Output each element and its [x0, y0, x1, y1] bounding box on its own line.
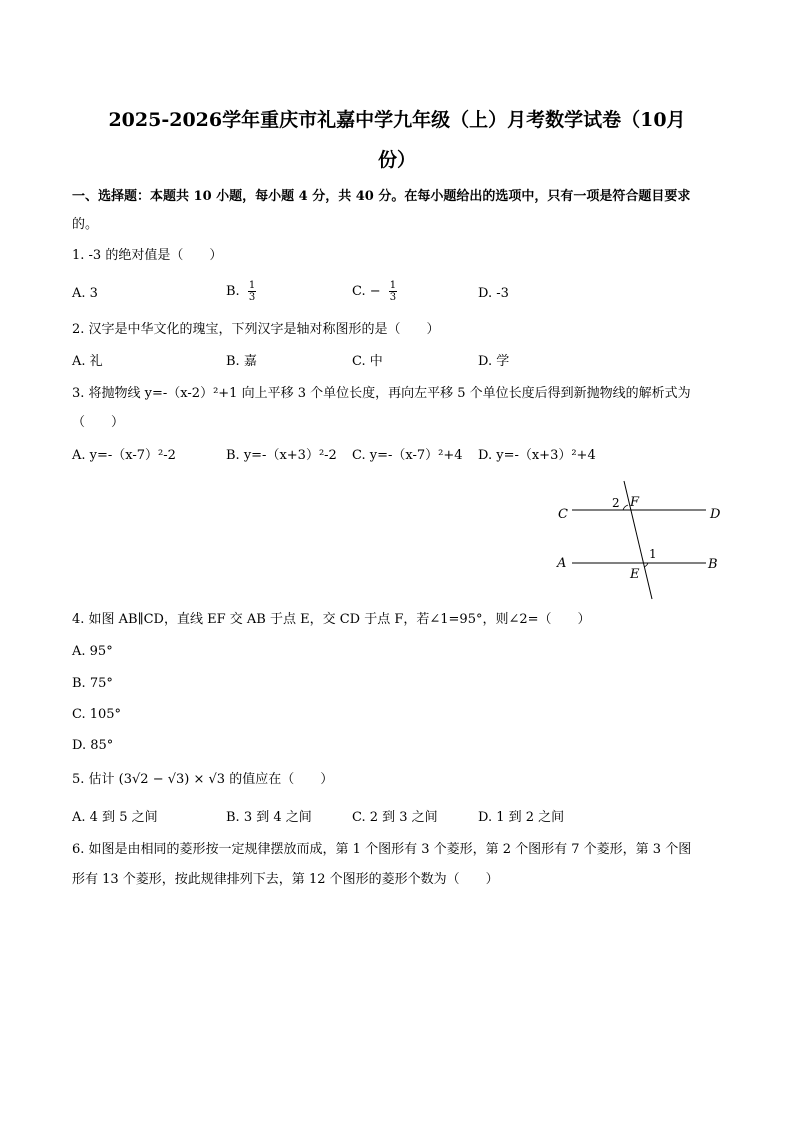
- q2-option-a: A. 礼: [72, 354, 103, 369]
- q3-option-c: C. y=-（x-7）²+4: [352, 448, 463, 463]
- label-a: A: [557, 556, 567, 571]
- q1-stem: 1. -3 的绝对值是（ ）: [72, 248, 223, 263]
- q1-option-d: D. -3: [478, 286, 509, 301]
- q4-option-a: A. 95°: [72, 644, 113, 659]
- label-f: F: [630, 495, 640, 510]
- q1-option-c-prefix: C. −: [352, 284, 381, 299]
- q4-stem: 4. 如图 AB∥CD，直线 EF 交 AB 于点 E，交 CD 于点 F，若∠1=95°，则∠2=（ ）: [72, 612, 591, 627]
- label-angle-2: 2: [612, 496, 620, 510]
- q5-option-a: A. 4 到 5 之间: [72, 810, 158, 825]
- q1-b-denominator: 3: [248, 292, 256, 303]
- q1-option-b-fraction: [248, 280, 256, 303]
- q5-option-c: C. 2 到 3 之间: [352, 810, 438, 825]
- q1-option-c: [352, 280, 397, 303]
- q2-option-d: D. 学: [478, 354, 510, 369]
- section1-instructions-cont: 的。: [72, 217, 99, 232]
- exam-title: [70, 100, 724, 180]
- label-d: D: [710, 507, 721, 522]
- q1-option-a: A. 3: [72, 286, 98, 301]
- angle-2-arc: [623, 505, 628, 510]
- q1-option-c-fraction: [389, 280, 397, 303]
- q3-option-a: A. y=-（x-7）²-2: [72, 448, 176, 463]
- q4-option-d: D. 85°: [72, 738, 114, 753]
- q2-option-c: C. 中: [352, 354, 383, 369]
- q1-b-numerator: 1: [248, 280, 256, 291]
- q3-stem: 3. 将抛物线 y=-（x-2）²+1 向上平移 3 个单位长度，再向左平移 5 个单位长度后得到新抛物线的解析式为: [72, 386, 691, 401]
- q1-option-b: [226, 280, 256, 303]
- q2-stem: 2. 汉字是中华文化的瑰宝，下列汉字是轴对称图形的是（ ）: [72, 322, 440, 337]
- q1-c-numerator: 1: [389, 280, 397, 291]
- exam-title-line1: 2025-2026学年重庆市礼嘉中学九年级（上）月考数学试卷（10月: [108, 109, 686, 131]
- label-b: B: [708, 557, 718, 572]
- section1-instructions: 一、选择题：本题共 10 小题，每小题 4 分，共 40 分。在每小题给出的选项中，只有一项是符合题目要求: [72, 189, 691, 204]
- q2-option-b: B. 嘉: [226, 354, 257, 369]
- q5-option-d: D. 1 到 2 之间: [478, 810, 565, 825]
- q3-option-d: D. y=-（x+3）²+4: [478, 448, 596, 463]
- q3-option-b: B. y=-（x+3）²-2: [226, 448, 337, 463]
- q6-stem-cont: 形有 13 个菱形，按此规律排列下去，第 12 个图形的菱形个数为（ ）: [72, 872, 499, 887]
- label-angle-1: 1: [649, 547, 657, 561]
- parallel-lines-figure: [548, 478, 728, 603]
- q4-option-b: B. 75°: [72, 676, 113, 691]
- q5-stem: 5. 估计 (3√2 − √3) × √3 的值应在（ ）: [72, 772, 334, 787]
- angle-1-arc: [644, 563, 648, 567]
- q3-stem-cont: （ ）: [72, 415, 125, 430]
- label-e: E: [630, 567, 640, 582]
- label-c: C: [558, 507, 568, 522]
- q1-c-denominator: 3: [389, 292, 397, 303]
- exam-title-line2: 份）: [377, 149, 416, 171]
- q6-stem: 6. 如图是由相同的菱形按一定规律摆放而成，第 1 个图形有 3 个菱形，第 2 个图形有 7 个菱形，第 3 个图: [72, 842, 692, 857]
- q4-option-c: C. 105°: [72, 707, 122, 722]
- q1-option-b-prefix: B.: [226, 284, 240, 299]
- q5-option-b: B. 3 到 4 之间: [226, 810, 312, 825]
